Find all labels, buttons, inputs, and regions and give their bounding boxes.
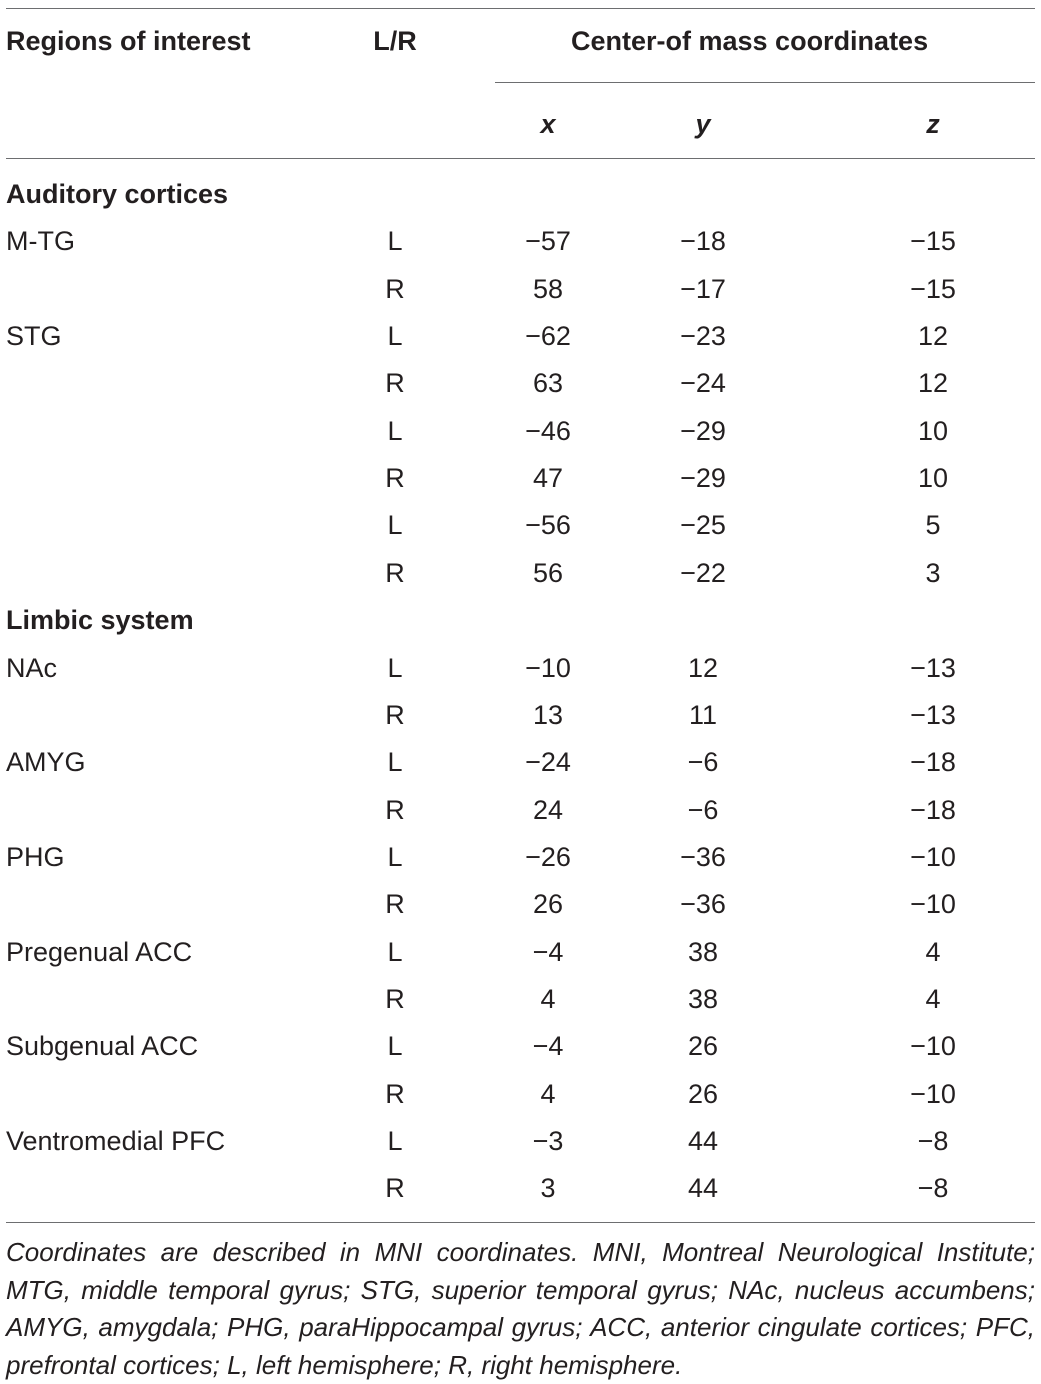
header-regions: Regions of interest — [6, 26, 251, 56]
table-bottom-rule — [6, 1222, 1035, 1223]
section-title: Auditory cortices — [6, 179, 229, 209]
row-region: STG — [6, 321, 62, 351]
table-footnote: Coordinates are described in MNI coordinates. MNI, Montreal Neurological Institute; MTG, middle temporal gyrus; STG, superior temporal gyrus; NAc, nucleus accumbens; AMYG, amygdala; PHG, paraHippocampal gyrus; ACC, anterior cingulate cortices; PFC, prefrontal cortices; L, left hemisphere; R, right hemisphere. — [6, 1237, 1035, 1380]
table-top-rule — [6, 8, 1035, 9]
row-region: Ventromedial PFC — [6, 1126, 226, 1156]
row-region: M-TG — [6, 226, 75, 256]
row-region: PHG — [6, 842, 65, 872]
header-bottom-rule — [6, 158, 1035, 159]
row-region: AMYG — [6, 747, 86, 777]
header-coordinates: Center-of mass coordinates — [571, 26, 929, 56]
row-region: NAc — [6, 653, 58, 683]
row-region: Pregenual ACC — [6, 937, 193, 967]
header-subrule — [495, 82, 1035, 83]
row-region: Subgenual ACC — [6, 1031, 199, 1061]
section-title: Limbic system — [6, 605, 194, 635]
